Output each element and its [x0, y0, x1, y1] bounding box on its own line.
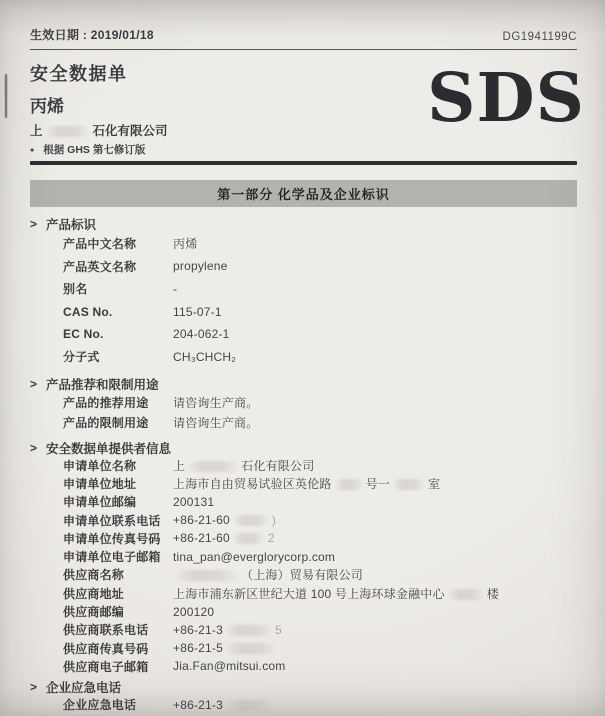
field-label: 申请单位地址 — [63, 477, 137, 491]
field-value: CH₃CHCH₂ — [173, 349, 237, 364]
redaction-smudge — [227, 700, 271, 711]
field-row — [30, 233, 577, 256]
company-name-suffix: 石化有限公司 — [92, 124, 168, 138]
date-separator: : — [79, 28, 91, 42]
group-heading-text: 产品推荐和限制用途 — [46, 377, 159, 392]
value-text: （上海）贸易有限公司 — [241, 568, 364, 583]
field-row — [30, 255, 577, 278]
field-value: 204-062-1 — [173, 327, 230, 342]
field-value — [173, 531, 275, 545]
value-text: +86-21-3 — [173, 622, 223, 637]
field-row — [30, 456, 577, 474]
document-title: 安全数据单 — [30, 64, 128, 84]
group-heading-provider-info — [30, 439, 577, 456]
field-value — [173, 513, 276, 527]
field-label: 供应商电子邮箱 — [63, 659, 149, 674]
document-number: DG1941199C — [502, 31, 577, 43]
group-heading-product-id — [30, 216, 577, 233]
field-label: 申请单位邮编 — [63, 495, 137, 510]
field-label: 申请单位联系电话 — [63, 513, 161, 528]
redaction-smudge — [234, 515, 268, 526]
value-text: 上 — [173, 458, 186, 473]
field-value — [173, 457, 314, 474]
field-row — [30, 474, 577, 492]
field-value — [173, 698, 275, 712]
redaction-smudge — [177, 570, 237, 581]
chevron-marker: > — [30, 680, 38, 695]
field-row — [30, 323, 577, 346]
bullet-icon: ● — [30, 147, 35, 154]
field-value: Jia.Fan@mitsui.com — [173, 659, 286, 674]
field-row — [30, 392, 577, 413]
effective-date-value: 2019/01/18 — [90, 28, 154, 42]
group-heading-text: 产品标识 — [46, 218, 97, 232]
field-value: 200131 — [173, 494, 215, 509]
field-label: 产品中文名称 — [63, 237, 137, 252]
product-name-title: 丙烯 — [30, 97, 64, 116]
group-product-id — [30, 233, 577, 369]
effective-date-label: 生效日期 — [30, 28, 80, 42]
field-label: 申请单位电子邮箱 — [63, 550, 161, 565]
value-text: +86-21-60 — [173, 513, 230, 528]
field-row — [30, 602, 577, 620]
group-emergency-phone — [30, 696, 577, 714]
ghs-note-text: 根据 GHS 第七修订版 — [43, 144, 146, 156]
field-label: 产品的推荐用途 — [63, 395, 149, 410]
field-value — [173, 566, 363, 583]
chevron-marker: > — [30, 440, 38, 455]
redaction-smudge — [47, 126, 89, 137]
field-value: - — [173, 281, 178, 296]
field-value — [173, 641, 279, 655]
field-label: 企业应急电话 — [63, 698, 137, 713]
section1-title: 第一部分 化学品及企业标识 — [217, 186, 390, 202]
field-value: 请咨询生产商。 — [173, 416, 259, 431]
value-text: +86-21-3 — [173, 697, 223, 712]
value-text: 号一 — [365, 477, 391, 491]
field-label: 产品英文名称 — [63, 259, 137, 274]
field-label: 供应商名称 — [63, 568, 125, 583]
value-text: +86-21-5 — [173, 641, 223, 656]
redaction-smudge — [394, 479, 424, 490]
redaction-smudge — [449, 589, 483, 600]
field-row — [30, 657, 577, 675]
field-label: 供应商联系电话 — [63, 623, 149, 638]
field-label: 供应商邮编 — [63, 605, 125, 620]
document-topbar — [30, 0, 577, 50]
field-label: 申请单位传真号码 — [63, 531, 161, 546]
redaction-smudge — [189, 461, 237, 472]
field-row — [30, 493, 577, 511]
field-row — [30, 300, 577, 323]
field-value: propylene — [173, 259, 228, 274]
field-label: CAS No. — [63, 304, 113, 319]
field-label: 别名 — [63, 282, 88, 297]
sds-logo: SDS — [427, 58, 585, 137]
field-value: 115-07-1 — [173, 304, 222, 319]
field-value — [173, 475, 440, 492]
group-heading-text: 企业应急电话 — [46, 681, 122, 696]
value-text-faint: 5 — [274, 622, 282, 637]
field-label: EC No. — [63, 327, 104, 342]
field-row — [30, 621, 577, 639]
field-value: 请咨询生产商。 — [173, 395, 259, 410]
field-row — [30, 584, 577, 602]
redaction-smudge — [336, 479, 362, 490]
field-value: tina_pan@everglorycorp.com — [173, 549, 336, 564]
group-heading-emergency-phone — [30, 679, 577, 696]
header-divider — [30, 161, 577, 165]
field-label: 供应商地址 — [63, 586, 125, 601]
field-row — [30, 511, 577, 529]
value-text-faint: ) — [271, 513, 277, 528]
group-provider-info — [30, 456, 577, 676]
chevron-marker: > — [30, 376, 38, 391]
value-text: 上海市浦东新区世纪大道 100 号上海环球金融中心 — [173, 586, 445, 601]
company-name-prefix: 上 — [30, 124, 43, 138]
group-uses — [30, 392, 577, 433]
value-text-faint: 2 — [267, 531, 275, 546]
field-value — [173, 623, 282, 637]
redaction-smudge — [227, 643, 275, 654]
group-heading-uses — [30, 375, 577, 392]
field-label: 产品的限制用途 — [63, 416, 149, 431]
field-row — [30, 696, 577, 714]
value-text: 室 — [428, 477, 441, 491]
field-value: 丙烯 — [173, 237, 198, 252]
field-row — [30, 566, 577, 584]
field-row — [30, 413, 577, 434]
field-label: 分子式 — [63, 350, 100, 365]
field-value: 200120 — [173, 604, 215, 619]
field-row — [30, 345, 577, 368]
field-label: 申请单位名称 — [63, 458, 137, 473]
group-heading-text: 安全数据单提供者信息 — [46, 441, 172, 456]
ghs-revision-note — [30, 144, 577, 157]
value-text: +86-21-60 — [173, 531, 230, 546]
redaction-smudge — [234, 533, 264, 544]
value-text: 石化有限公司 — [241, 458, 315, 473]
chevron-marker: > — [30, 217, 38, 231]
redaction-smudge — [227, 625, 271, 636]
field-row — [30, 548, 577, 566]
section1-header-bar — [30, 180, 577, 207]
field-value — [173, 585, 499, 602]
field-row — [30, 529, 577, 547]
value-text: 上海市自由贸易试验区英伦路 — [173, 477, 332, 491]
value-text: 楼 — [486, 586, 499, 601]
effective-date — [30, 26, 154, 43]
field-row — [30, 278, 577, 301]
field-label: 供应商传真号码 — [63, 641, 149, 656]
field-row — [30, 639, 577, 657]
